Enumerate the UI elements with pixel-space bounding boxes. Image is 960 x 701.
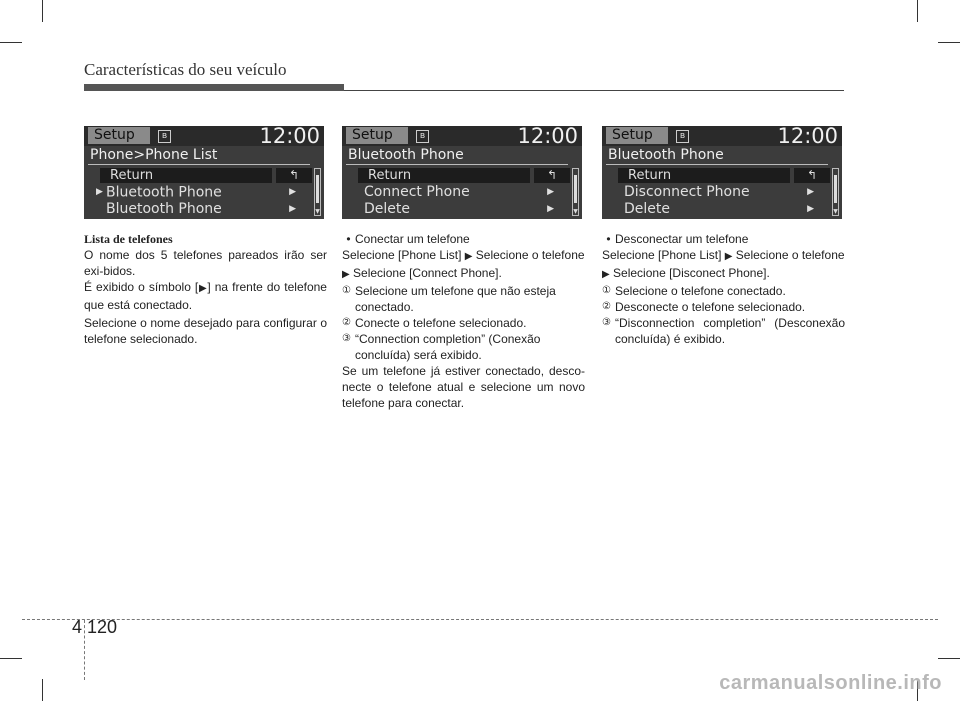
scrollbar-thumb — [574, 175, 577, 203]
list-item-label: Delete — [364, 201, 410, 217]
return-item: Return — [100, 168, 272, 183]
list-item — [614, 184, 824, 201]
scrollbar — [314, 168, 321, 216]
step-item — [602, 299, 845, 315]
scrollbar-thumb — [834, 175, 837, 203]
step-number: ③ — [342, 333, 351, 344]
list-item-label: Bluetooth Phone — [106, 201, 222, 217]
back-icon: ↰ — [276, 168, 312, 183]
step-item — [602, 283, 845, 299]
step-number: ① — [602, 285, 611, 296]
text-segment: Selecione [Connect Phone]. — [349, 266, 502, 280]
scrollbar — [832, 168, 839, 216]
play-icon: ▶ — [342, 269, 350, 280]
navigation-path — [602, 247, 845, 283]
return-item: Return — [618, 168, 790, 183]
bluetooth-icon: ʙ — [676, 130, 689, 143]
setup-tab: Setup — [346, 127, 408, 144]
crop-mark — [0, 42, 22, 43]
subheading: Lista de telefones — [84, 232, 173, 246]
crop-mark — [917, 0, 918, 22]
chevron-right-icon: ▶ — [289, 204, 296, 214]
screen-path: Bluetooth Phone — [608, 147, 724, 163]
section-number: 4 — [72, 617, 83, 637]
play-icon: ▶ — [464, 251, 473, 262]
bullet-item — [342, 231, 585, 247]
screen-path: Phone>Phone List — [90, 147, 218, 163]
scrollbar — [572, 168, 579, 216]
bullet-item — [602, 231, 845, 247]
scroll-down-icon: ▼ — [315, 208, 320, 215]
text-segment: É exibido o símbolo [ — [84, 280, 199, 294]
play-icon: ▶ — [198, 283, 208, 294]
crop-mark — [0, 658, 22, 659]
clock: 12:00 — [517, 126, 578, 148]
chevron-right-icon: ▶ — [547, 187, 554, 197]
step-text: “Disconnection completion” (Desconexão concluída) é exibido. — [615, 316, 845, 346]
screen-bluetooth-disconnect — [602, 126, 842, 219]
column-phone-list — [84, 231, 327, 347]
step-text: Selecione o telefone conectado. — [615, 284, 786, 298]
connected-icon: ▶ — [96, 187, 103, 197]
page-number-value: 120 — [87, 617, 118, 637]
bluetooth-icon: ʙ — [416, 130, 429, 143]
play-icon: ▶ — [724, 251, 733, 262]
step-text: Conecte o telefone selecionado. — [355, 316, 527, 330]
step-number: ② — [342, 317, 351, 328]
header-bar — [84, 84, 344, 91]
list-item — [96, 184, 306, 202]
list-item — [614, 201, 824, 218]
back-icon: ↰ — [534, 168, 570, 183]
step-number: ② — [602, 301, 611, 312]
paragraph — [84, 279, 327, 313]
list-item-label: Delete — [624, 201, 670, 217]
screen-phone-list — [84, 126, 324, 219]
step-item — [342, 315, 585, 331]
header-rule — [344, 90, 844, 91]
list-item-label: Connect Phone — [364, 184, 470, 200]
step-number: ③ — [602, 317, 611, 328]
list-item-label: Disconnect Phone — [624, 184, 750, 200]
scrollbar-thumb — [316, 175, 319, 203]
text-segment: Selecione o telefone — [732, 248, 845, 262]
play-icon: ▶ — [602, 269, 610, 280]
setup-tab: Setup — [88, 127, 150, 144]
screen-divider — [88, 164, 310, 165]
clock: 12:00 — [259, 126, 320, 148]
step-text: Desconecte o telefone selecionado. — [615, 300, 806, 314]
bullet-text: Desconectar um telefone — [615, 232, 749, 246]
bullet-text: Conectar um telefone — [355, 232, 470, 246]
paragraph: O nome dos 5 telefones pareados irão ser exi-bidos. — [84, 248, 327, 278]
step-text: Selecione um telefone que não esteja conectado. — [355, 284, 556, 314]
navigation-path — [342, 247, 585, 283]
screen-divider — [606, 164, 828, 165]
list-item — [354, 201, 564, 218]
crop-mark — [938, 658, 960, 659]
bullet-icon: • — [606, 232, 611, 246]
list-item — [96, 201, 306, 218]
step-number: ① — [342, 285, 351, 296]
column-disconnect — [602, 231, 845, 347]
step-item — [342, 283, 585, 315]
setup-tab: Setup — [606, 127, 668, 144]
footer-rule — [22, 619, 938, 620]
screen-bluetooth-connect — [342, 126, 582, 219]
return-item: Return — [358, 168, 530, 183]
screen-divider — [346, 164, 568, 165]
column-connect — [342, 231, 585, 411]
footer-divider — [84, 620, 85, 680]
scroll-down-icon: ▼ — [573, 208, 578, 215]
back-icon: ↰ — [794, 168, 830, 183]
bluetooth-icon: ʙ — [158, 130, 171, 143]
watermark: carmanualsonline.info — [719, 672, 942, 694]
screen-path: Bluetooth Phone — [348, 147, 464, 163]
step-item — [602, 315, 845, 347]
list-item-label: Bluetooth Phone — [106, 184, 222, 201]
text-segment: Selecione [Phone List] — [342, 248, 465, 262]
chevron-right-icon: ▶ — [807, 204, 814, 214]
step-text: “Connection completion” (Conexão concluída) será exibido. — [355, 332, 541, 362]
chevron-right-icon: ▶ — [289, 187, 296, 197]
note-paragraph: Se um telefone já estiver conectado, desco-necte o telefone atual e selecione um novo telefone para conectar. — [342, 364, 585, 410]
crop-mark — [42, 679, 43, 701]
scroll-down-icon: ▼ — [833, 208, 838, 215]
text-segment: Selecione [Phone List] — [602, 248, 725, 262]
section-title: Características do seu veículo — [84, 60, 287, 79]
step-item — [342, 331, 585, 363]
list-item — [354, 184, 564, 201]
chevron-right-icon: ▶ — [807, 187, 814, 197]
bullet-icon: • — [346, 232, 351, 246]
chevron-right-icon: ▶ — [547, 204, 554, 214]
text-segment: ] na frente do telefone que está conectado. — [84, 280, 327, 312]
paragraph: Selecione o nome desejado para configurar o telefone selecionado. — [84, 316, 327, 346]
text-segment: Selecione [Disconect Phone]. — [609, 266, 770, 280]
text-segment: Selecione o telefone — [472, 248, 585, 262]
clock: 12:00 — [777, 126, 838, 148]
crop-mark — [42, 0, 43, 22]
crop-mark — [938, 42, 960, 43]
